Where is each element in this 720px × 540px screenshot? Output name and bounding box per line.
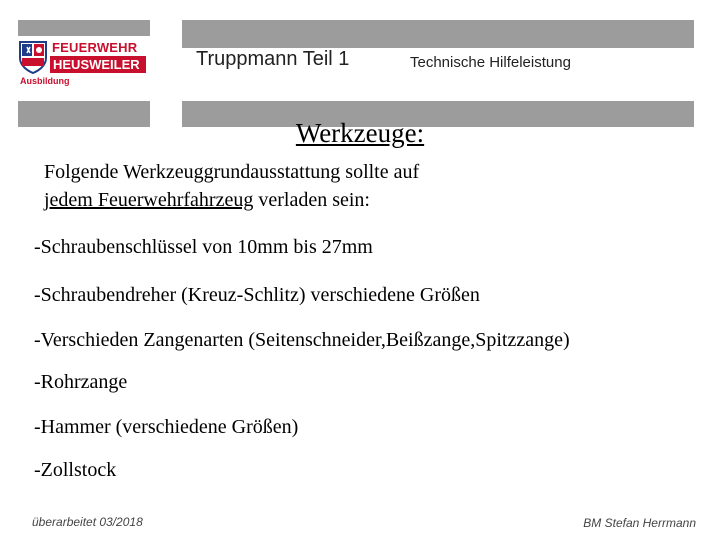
coat-of-arms-icon (18, 40, 48, 74)
slide-title-text: Werkzeuge: (295, 118, 425, 148)
logo-line1: FEUERWEHR (52, 40, 138, 55)
logo-line2: HEUSWEILER (50, 56, 146, 73)
list-item: -Schraubendreher (Kreuz-Schlitz) verschiedene Größen (34, 284, 480, 306)
list-item: -Hammer (verschiedene Größen) (34, 416, 299, 438)
logo-line3: Ausbildung (20, 76, 70, 86)
list-item: -Rohrzange (34, 371, 128, 393)
feuerwehr-logo (18, 36, 150, 88)
header-bar-right (182, 20, 694, 48)
list-item: -Verschieden Zangenarten (Seitenschneider,Beißzange,Spitzzange) (34, 329, 570, 351)
slide-title (0, 118, 720, 149)
intro-rest: verladen sein: (253, 189, 370, 211)
footer-revision: überarbeitet 03/2018 (32, 515, 143, 529)
intro-paragraph (44, 158, 419, 214)
intro-underlined: jedem Feuerwehrfahrzeug (44, 189, 254, 211)
footer-author: BM Stefan Herrmann (583, 516, 696, 530)
course-subtitle: Technische Hilfeleistung (410, 54, 571, 71)
intro-line1: Folgende Werkzeuggrundausstattung sollte auf (44, 161, 420, 183)
course-title: Truppmann Teil 1 (196, 48, 350, 70)
list-item: -Zollstock (34, 459, 117, 481)
list-item: -Schraubenschlüssel von 10mm bis 27mm (34, 236, 373, 258)
